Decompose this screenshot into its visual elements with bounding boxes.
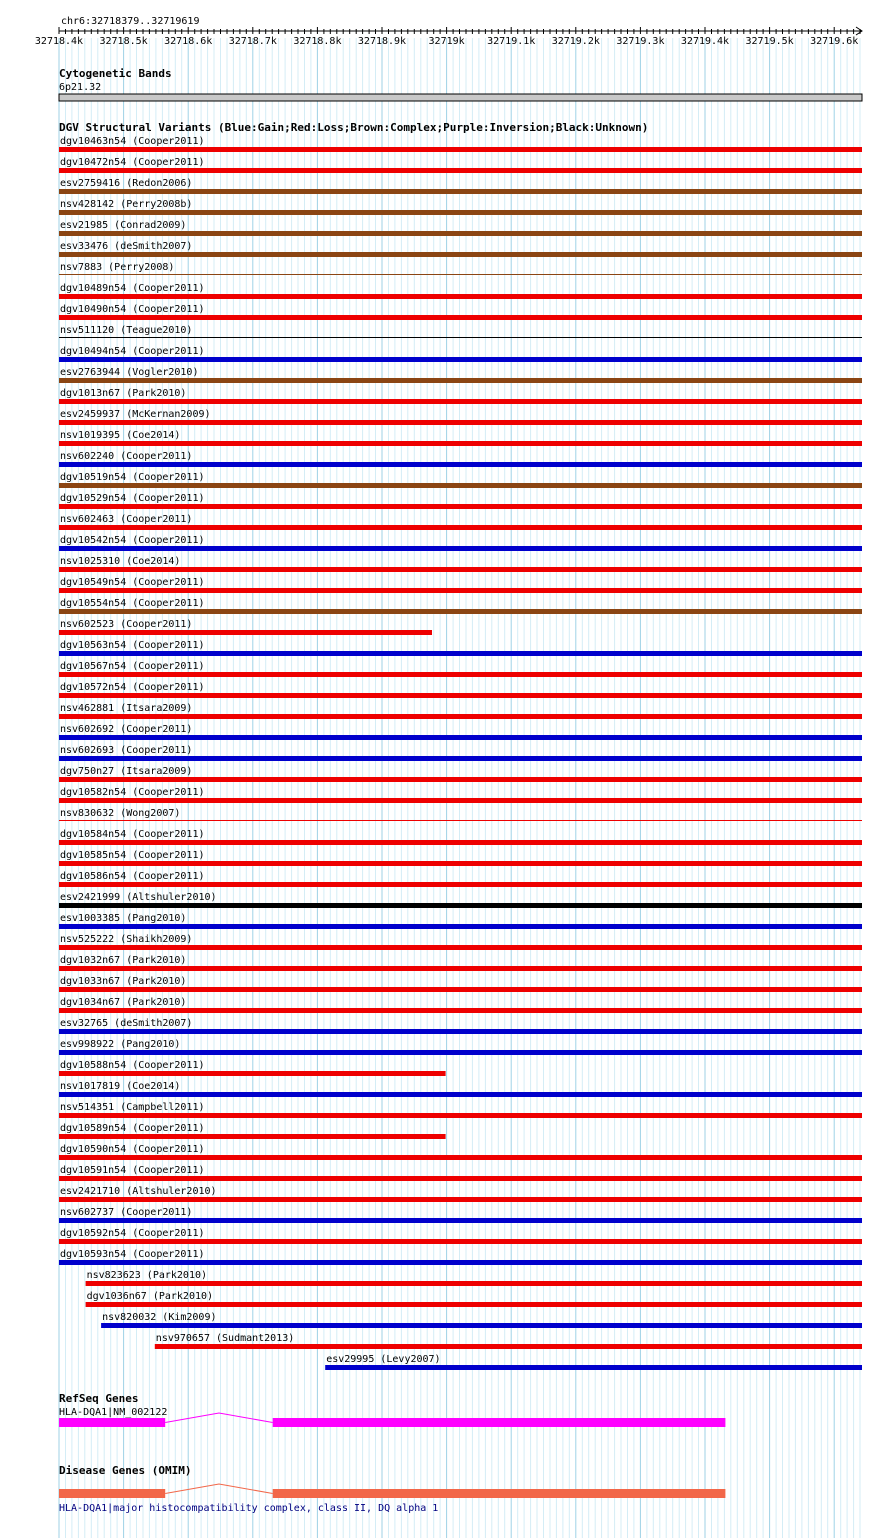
dgv-variant[interactable] [59,157,862,173]
dgv-variant-list [59,136,862,1370]
dgv-variant[interactable] [59,325,862,338]
dgv-variant[interactable] [86,1291,862,1307]
dgv-variant-bar[interactable] [86,1302,862,1307]
dgv-variant-bar[interactable] [59,651,862,656]
ruler-tick-label: 32719.5k [745,36,794,47]
dgv-variant-bar[interactable] [59,462,862,467]
dgv-variant-label: nsv602463 (Cooper2011) [60,514,193,525]
cytoband-track [59,67,862,101]
dgv-variant-label: dgv10585n54 (Cooper2011) [60,850,205,861]
dgv-variant-bar[interactable] [59,966,862,971]
dgv-variant-label: esv2763944 (Vogler2010) [60,367,199,378]
dgv-variant-bar[interactable] [59,1008,862,1013]
dgv-variant[interactable] [59,1144,862,1160]
ruler-tick-label: 32719.4k [680,36,730,47]
dgv-variant-label: esv33476 (deSmith2007) [60,241,193,252]
dgv-variant-label: esv2759416 (Redon2006) [60,178,193,189]
dgv-variant-label: dgv750n27 (Itsara2009) [60,766,193,777]
dgv-variant-label: nsv511120 (Teague2010) [60,325,193,336]
dgv-variant-label: nsv7883 (Perry2008) [60,262,175,273]
dgv-variant[interactable] [59,766,862,782]
dgv-variant-label: dgv1013n67 (Park2010) [60,388,187,399]
dgv-variant-label: dgv10472n54 (Cooper2011) [60,157,205,168]
dgv-variant-bar[interactable] [59,1155,862,1160]
dgv-variant-label: dgv10589n54 (Cooper2011) [60,1123,205,1134]
dgv-variant-bar[interactable] [59,274,862,275]
dgv-variant-bar[interactable] [59,1029,862,1034]
omim-exon[interactable] [273,1489,726,1498]
dgv-variant-bar[interactable] [59,1260,862,1265]
dgv-variant-label: dgv10529n54 (Cooper2011) [60,493,205,504]
ruler-tick-label: 32718.4k [34,36,84,47]
dgv-variant[interactable] [59,850,862,866]
dgv-variant[interactable] [59,283,862,299]
dgv-variant[interactable] [59,346,862,362]
dgv-variant-bar[interactable] [59,840,862,845]
ruler-ticks [35,27,862,47]
region-label: chr6:32718379..32719619 [61,16,200,27]
omim-exon[interactable] [59,1489,165,1498]
dgv-variant-bar[interactable] [59,1176,862,1181]
ruler-tick-label: 32719.3k [616,36,665,47]
dgv-variant-label: nsv462881 (Itsara2009) [60,703,193,714]
dgv-variant-bar[interactable] [59,525,862,530]
dgv-variant-bar[interactable] [59,504,862,509]
dgv-variant-bar[interactable] [59,1218,862,1223]
dgv-variant[interactable] [59,388,862,404]
dgv-variant[interactable] [59,724,862,740]
dgv-variant-label: nsv1025310 (Coe2014) [60,556,181,567]
dgv-variant[interactable] [59,199,862,215]
omim-track-title: Disease Genes (OMIM) [59,1464,192,1477]
dgv-variant-label: dgv10592n54 (Cooper2011) [60,1228,205,1239]
dgv-variant-label: dgv10584n54 (Cooper2011) [60,829,205,840]
dgv-variant-label: dgv1032n67 (Park2010) [60,955,187,966]
dgv-variant[interactable] [59,598,862,614]
dgv-variant-label: esv2459937 (McKernan2009) [60,409,211,420]
dgv-variant-label: dgv10582n54 (Cooper2011) [60,787,205,798]
dgv-variant-label: dgv10567n54 (Cooper2011) [60,661,205,672]
ruler-tick-label: 32719.6k [810,36,859,47]
dgv-variant-label: nsv830632 (Wong2007) [60,808,181,819]
dgv-variant-bar[interactable] [59,945,862,950]
ruler-track [35,16,862,47]
dgv-variant[interactable] [59,934,862,950]
dgv-variant-label: esv2421710 (Altshuler2010) [60,1186,217,1197]
dgv-variant-bar[interactable] [59,315,862,320]
dgv-variant-bar[interactable] [59,420,862,425]
dgv-variant-bar[interactable] [59,1050,862,1055]
dgv-variant-bar[interactable] [59,441,862,446]
dgv-variant[interactable] [59,262,862,275]
refseq-exon[interactable] [273,1418,726,1427]
dgv-variant-label: dgv10519n54 (Cooper2011) [60,472,205,483]
refseq-track [59,1392,725,1427]
dgv-variant-label: dgv10588n54 (Cooper2011) [60,1060,205,1071]
ruler-tick-label: 32718.6k [164,36,213,47]
dgv-variant[interactable] [59,892,862,908]
dgv-variant[interactable] [86,1270,862,1286]
dgv-variant[interactable] [59,1186,862,1202]
cytoband-band-label: 6p21.32 [59,82,102,93]
ruler-tick-label: 32719.2k [551,36,600,47]
dgv-variant-label: nsv602523 (Cooper2011) [60,619,193,630]
dgv-variant-bar[interactable] [59,546,862,551]
dgv-variant-label: nsv602240 (Cooper2011) [60,451,193,462]
dgv-variant[interactable] [59,1207,862,1223]
dgv-variant[interactable] [59,661,862,677]
omim-gene-label: HLA-DQA1|major histocompatibility complex, class II, DQ alpha 1 [59,1503,439,1514]
dgv-variant-bar[interactable] [59,1071,446,1076]
dgv-variant-label: nsv525222 (Shaikh2009) [60,934,193,945]
dgv-variant-label: esv32765 (deSmith2007) [60,1018,193,1029]
dgv-variant-bar[interactable] [59,903,862,908]
dgv-variant-label: nsv602693 (Cooper2011) [60,745,193,756]
dgv-variant[interactable] [59,808,862,821]
dgv-variant-bar[interactable] [86,1281,862,1286]
dgv-variant-bar[interactable] [59,252,862,257]
dgv-variant[interactable] [59,745,862,761]
dgv-variant-bar[interactable] [59,672,862,677]
dgv-variant[interactable] [59,1165,862,1181]
dgv-variant-bar[interactable] [59,294,862,299]
dgv-variant-bar[interactable] [59,1197,862,1202]
dgv-variant-label: dgv10542n54 (Cooper2011) [60,535,205,546]
dgv-variant-bar[interactable] [59,588,862,593]
dgv-variant-bar[interactable] [59,189,862,194]
dgv-variant[interactable] [59,178,862,194]
dgv-variant-bar[interactable] [59,378,862,383]
dgv-variant[interactable] [59,640,862,656]
dgv-variant-bar[interactable] [59,820,862,821]
dgv-variant[interactable] [59,976,862,992]
dgv-variant[interactable] [59,1018,862,1034]
dgv-variant-bar[interactable] [101,1323,862,1328]
dgv-variant-bar[interactable] [59,1239,862,1244]
dgv-variant-bar[interactable] [59,693,862,698]
dgv-variant-label: nsv514351 (Campbell2011) [60,1102,205,1113]
ruler-tick-label: 32718.5k [99,36,148,47]
refseq-exon[interactable] [59,1418,165,1427]
dgv-variant-label: dgv10586n54 (Cooper2011) [60,871,205,882]
dgv-variant-bar[interactable] [59,861,862,866]
dgv-variant-label: dgv10563n54 (Cooper2011) [60,640,205,651]
dgv-variant[interactable] [101,1312,862,1328]
dgv-variant[interactable] [59,1249,862,1265]
dgv-variant[interactable] [59,787,862,803]
dgv-variant-bar[interactable] [59,798,862,803]
dgv-variant-label: esv1003385 (Pang2010) [60,913,187,924]
dgv-variant-bar[interactable] [59,210,862,215]
dgv-variant[interactable] [59,955,862,971]
dgv-variant-bar[interactable] [59,882,862,887]
dgv-variant-label: nsv428142 (Perry2008b) [60,199,193,210]
dgv-variant-label: nsv1017819 (Coe2014) [60,1081,181,1092]
dgv-variant[interactable] [59,1081,862,1097]
dgv-variant-bar[interactable] [59,231,862,236]
dgv-variant-bar[interactable] [155,1344,862,1349]
dgv-variant-label: esv21985 (Conrad2009) [60,220,187,231]
dgv-variant[interactable] [325,1354,862,1370]
dgv-variant-label: dgv10490n54 (Cooper2011) [60,304,205,315]
dgv-variant-bar[interactable] [59,567,862,572]
dgv-variant[interactable] [59,556,862,572]
cytoband-bar[interactable] [59,94,862,101]
dgv-variant[interactable] [59,619,432,635]
dgv-variant-label: dgv10590n54 (Cooper2011) [60,1144,205,1155]
dgv-variant[interactable] [59,136,862,152]
ruler-tick-label: 32718.9k [357,36,407,47]
dgv-variant-bar[interactable] [59,924,862,929]
dgv-variant-label: nsv602692 (Cooper2011) [60,724,193,735]
dgv-variant-bar[interactable] [59,1134,446,1139]
dgv-variant[interactable] [59,1039,862,1055]
dgv-variant-label: nsv970657 (Sudmant2013) [155,1333,295,1344]
dgv-variant-bar[interactable] [59,1092,862,1097]
dgv-variant[interactable] [59,1228,862,1244]
dgv-variant-bar[interactable] [59,399,862,404]
dgv-variant[interactable] [59,304,862,320]
dgv-variant-bar[interactable] [59,735,862,740]
dgv-variant[interactable] [59,829,862,845]
dgv-variant-label: dgv10554n54 (Cooper2011) [60,598,205,609]
omim-track [59,1464,725,1514]
dgv-variant[interactable] [59,241,862,257]
dgv-variant[interactable] [59,493,862,509]
dgv-variant-label: nsv602737 (Cooper2011) [60,1207,193,1218]
dgv-variant[interactable] [59,535,862,551]
dgv-variant-label: dgv1034n67 (Park2010) [60,997,187,1008]
dgv-variant-bar[interactable] [59,147,862,152]
dgv-variant-label: nsv820032 (Kim2009) [102,1312,217,1323]
dgv-track-title: DGV Structural Variants (Blue:Gain;Red:Loss;Brown:Complex;Purple:Inversion;Black:Unknown) [59,121,649,134]
dgv-variant-label: esv29995 (Levy2007) [326,1354,441,1365]
dgv-variant[interactable] [155,1333,862,1349]
dgv-variant-bar[interactable] [59,987,862,992]
dgv-variant[interactable] [59,1102,862,1118]
dgv-variant-label: dgv1033n67 (Park2010) [60,976,187,987]
dgv-variant-bar[interactable] [325,1365,862,1370]
dgv-variant[interactable] [59,997,862,1013]
dgv-variant[interactable] [59,220,862,236]
dgv-variant-bar[interactable] [59,168,862,173]
ruler-tick-label: 32718.8k [293,36,342,47]
dgv-variant-bar[interactable] [59,357,862,362]
dgv-variant-label: dgv10489n54 (Cooper2011) [60,283,205,294]
refseq-track-title: RefSeq Genes [59,1392,139,1405]
dgv-variant[interactable] [59,367,862,383]
dgv-variant-label: dgv10572n54 (Cooper2011) [60,682,205,693]
dgv-variant[interactable] [59,514,862,530]
dgv-variant[interactable] [59,577,862,593]
ruler-tick-label: 32718.7k [228,36,277,47]
dgv-variant-label: nsv823623 (Park2010) [86,1270,208,1281]
dgv-variant[interactable] [59,472,862,488]
dgv-variant[interactable] [59,871,862,887]
dgv-variant-label: dgv10593n54 (Cooper2011) [60,1249,205,1260]
dgv-variant-label: dgv10494n54 (Cooper2011) [60,346,205,357]
dgv-variant-bar[interactable] [59,777,862,782]
dgv-variant-bar[interactable] [59,609,862,614]
dgv-variant[interactable] [59,703,862,719]
dgv-variant-bar[interactable] [59,714,862,719]
dgv-track [59,121,862,1370]
dgv-variant-label: dgv10549n54 (Cooper2011) [60,577,205,588]
dgv-variant[interactable] [59,451,862,467]
dgv-variant-label: esv2421999 (Altshuler2010) [60,892,217,903]
ruler-tick-label: 32719k [428,36,465,47]
dgv-variant-label: dgv10591n54 (Cooper2011) [60,1165,205,1176]
dgv-variant-bar[interactable] [59,630,432,635]
dgv-variant[interactable] [59,913,862,929]
omim-gene-model[interactable] [59,1484,725,1498]
dgv-variant-label: dgv10463n54 (Cooper2011) [60,136,205,147]
dgv-variant-label: nsv1019395 (Coe2014) [60,430,181,441]
dgv-variant-label: dgv1036n67 (Park2010) [86,1291,214,1302]
dgv-variant[interactable] [59,409,862,425]
dgv-variant-bar[interactable] [59,1113,862,1118]
dgv-variant[interactable] [59,430,862,446]
refseq-gene-label: HLA-DQA1|NM_002122 [59,1407,168,1418]
dgv-variant-bar[interactable] [59,483,862,488]
dgv-variant-bar[interactable] [59,756,862,761]
dgv-variant-bar[interactable] [59,337,862,338]
ruler-tick-label: 32719.1k [487,36,536,47]
dgv-variant[interactable] [59,682,862,698]
dgv-variant-label: esv998922 (Pang2010) [60,1039,181,1050]
cytoband-track-title: Cytogenetic Bands [59,67,172,80]
